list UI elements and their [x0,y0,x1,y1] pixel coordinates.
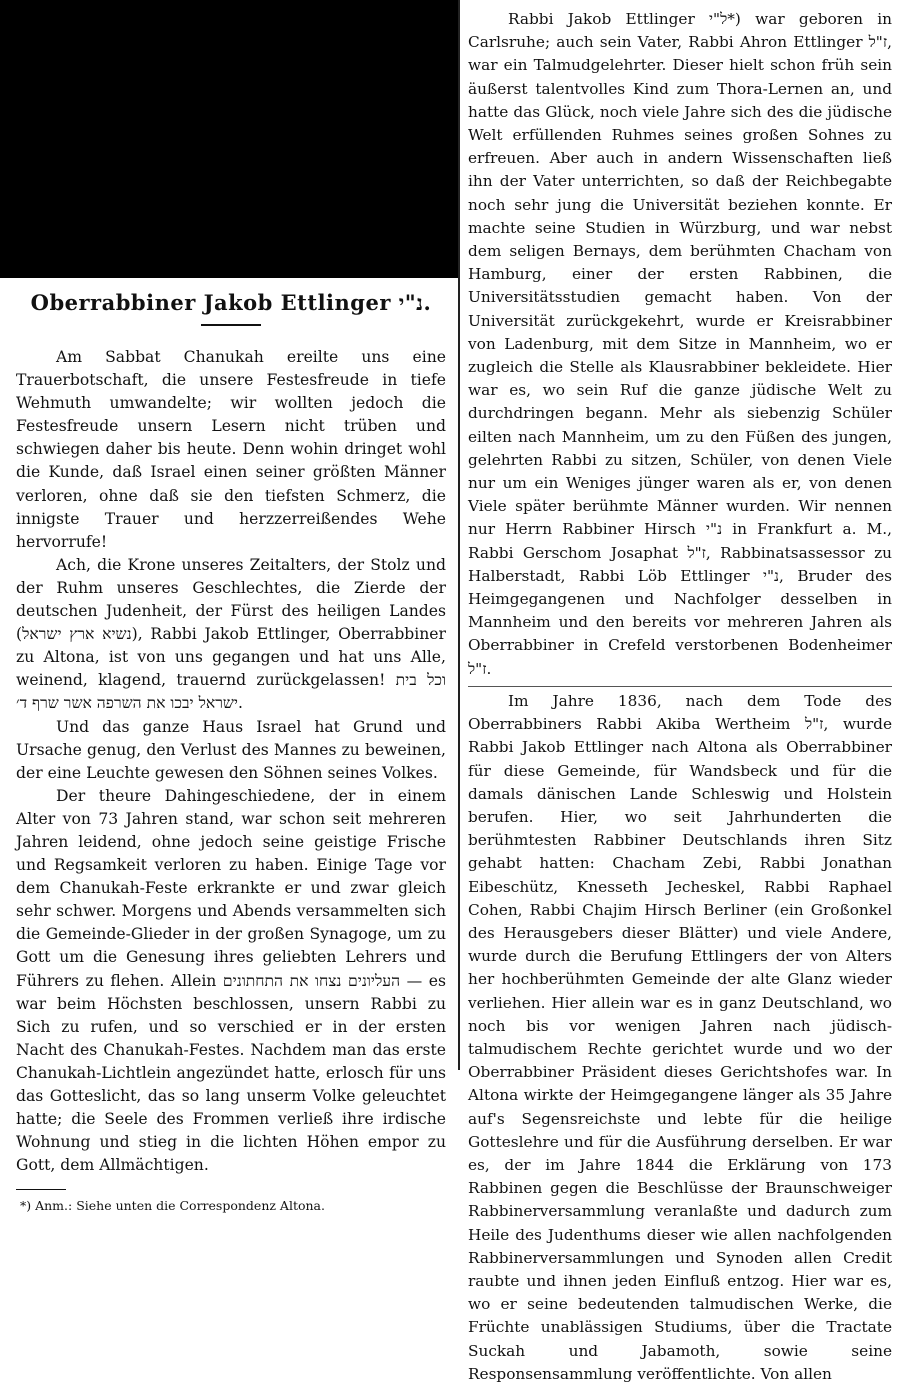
right-column [468,8,893,1383]
paragraph: Am Sabbat Chanukah ereilte uns eine Trauerbotschaft, die unsere Festesfreude in tiefe Wehmuth umwandelte; wir wollten jedoch die Festesfreude unsern Lesern nicht trüben und schwiegen daher bis heute. Denn wohin dringet wohl die Kunde, daß Israel einen seiner größten Männer verloren, ohne daß sie den tiefsten Schmerz, die innigste Trauer und herzzerreißendes Wehe hervorrufe! [16,348,446,551]
paragraph: Und das ganze Haus Israel hat Grund und Ursache genug, den Verlust des Mannes zu beweinen, der eine Leuchte gewesen den Söhnen seines Volkes. [16,717,446,782]
paragraph: Der theure Dahingeschiedene, der in einem Alter von 73 Jahren stand, war schon seit mehreren Jahren leidend, ohne jedoch seine geistige Frische und Regsamkeit verloren zu haben. Einige Tage vor dem Chanukah-Feste erkrankte er und zwar gleich sehr schwer. Morgens und Abends versammelten sich die Gemeinde-Glieder in der großen Synagoge, um zu Gott um die Genesung ihres geliebten Lehrers und Führers zu flehen. Allein העליונים נצחו את התחתונים — es war beim Höchsten beschlossen, unsern Rabbi zu Sich zu rufen, und so verschied er in der ersten Nacht des Chanukah-Festes. Nachdem man das erste Chanukah-Lichtlein angezündet hatte, erlosch für uns das Gotteslicht, das so lang unserm Volke geleuchtet hatte; die Seele des Frommen verließ ihre irdische Wohnung und stieg in die lichten Höhen empor zu Gott, dem Allmächtigen. [16,786,446,1175]
footnote-rule [16,1189,66,1190]
article-title: Oberrabbiner Jakob Ettlinger נ"י. [30,290,432,315]
paragraph: Ach, die Krone unseres Zeitalters, der Stolz und der Ruhm unseres Geschlechtes, die Zierde der deutschen Judenheit, der Fürst des heiligen Landes (נשיא ארץ ישראל), Rabbi Jakob Ettlinger, Oberrabbiner zu Altona, ist von uns gegangen und hat uns Alle, weinend, klagend, trauernd zurückgelassen! וכל בית ישראל יבכו את השרפה אשר שרף ד׳. [16,555,446,713]
blacked-out-region [0,0,458,278]
column-divider [458,0,460,1070]
paragraph: Rabbi Jakob Ettlinger ל"י*) war geboren in Carlsruhe; auch sein Vater, Rabbi Ahron Ettlinger ז"ל, war ein Talmudgelehrter. Dieser hielt schon früh sein äußerst talentvolles Kind zum Thora-Lernen an, und hatte das Glück, noch viele Jahre sich des die jüdische Welt erfüllenden Ruhmes seines großen Sohnes zu erfreuen. Aber auch in andern Wissenschaften ließ ihn der Vater unterrichten, so daß der Reichbegabte noch sehr jung die Universität beziehen konnte. Er machte seine Studien in Würzburg, und war nebst dem seligen Bernays, dem berühmten Chacham von Hamburg, einer der ersten Rabbinen, die Universitätsstudien gemacht haben. Von der Universität zurückgekehrt, wurde er Kreisrabbiner von Ladenburg, mit dem Sitze in Mannheim, wo er zugleich die Stelle als Klausrabbiner bekleidete. Hier war es, wo sein Ruf die ganze jüdische Welt zu durchdringen begann. Mehr als siebenzig Schüler eilten nach Mannheim, um zu den Füßen des jungen, gelehrten Rabbi zu sitzen, Schüler, von denen Viele nur um ein Weniges jünger waren als er, von denen Viele später berühmte Männer wurden. Wir nennen nur Herrn Rabbiner Hirsch נ"י in Frankfurt a. M., Rabbi Gerschom Josaphat ז"ל, Rabbinatsassessor zu Halberstadt, Rabbi Löb Ettlinger נ"י, Bruder des Heimgegangenen und Nachfolger desselben in Mannheim und den bereits vor mehreren Jahren als Oberrabbiner in Crefeld verstorbenen Bodenheimer ז"ל. [468,10,892,678]
footnote: *) Anm.: Siehe unten die Correspondenz Altona. [20,1198,325,1214]
paragraph-divider [468,686,892,687]
paragraph: Im Jahre 1836, nach dem Tode des Oberrabbiners Rabbi Akiba Wertheim ז"ל, wurde Rabbi Jakob Ettlinger nach Altona als Oberrabbiner für diese Gemeinde, für Wandsbeck und für die damals dänischen Lande Schleswig und Holstein berufen. Hier, wo seit Jahrhunderten die berühmtesten Rabbiner Deutschlands ihren Sitz gehabt hatten: Chacham Zebi, Rabbi Jonathan Eibeschütz, Knesseth Jecheskel, Rabbi Raphael Cohen, Rabbi Chajim Hirsch Berliner (ein Großonkel des Herausgebers dieser Blätter) und viele Andere, wurde durch die Berufung Ettlingers der von Alters her hochberühmten Gemeinde der alte Glanz wieder verliehen. Hier allein war es in ganz Deutschland, wo noch bis vor wenigen Jahren nach jüdisch-talmudischem Rechte gerichtet wurde und wo der Oberrabbiner Präsident dieses Gerichtshofes war. In Altona wirkte der Heimgegangene länger als 35 Jahre auf's Segensreichste und lebte für die heilige Gotteslehre und für die Ausführung derselben. Er war es, der im Jahre 1844 die Erklärung von 173 Rabbinen gegen die Beschlüsse der Braunschweiger Rabbinerversammlung veranlaßte und dadurch zum Heile des Judenthums dieser wie allen nachfolgenden Rabbinerversammlungen und Synoden allen Credit raubte und ihnen jeden Einfluß entzog. Hier war es, wo er seine bedeutenden talmudischen Werke, die Früchte unablässigen Studiums, über die Tractate Suckah und Jabamoth, sowie seine Responsensammlung veröffentlichte. Von allen [468,691,893,1383]
left-column [16,288,446,1214]
title-rule [201,324,261,326]
